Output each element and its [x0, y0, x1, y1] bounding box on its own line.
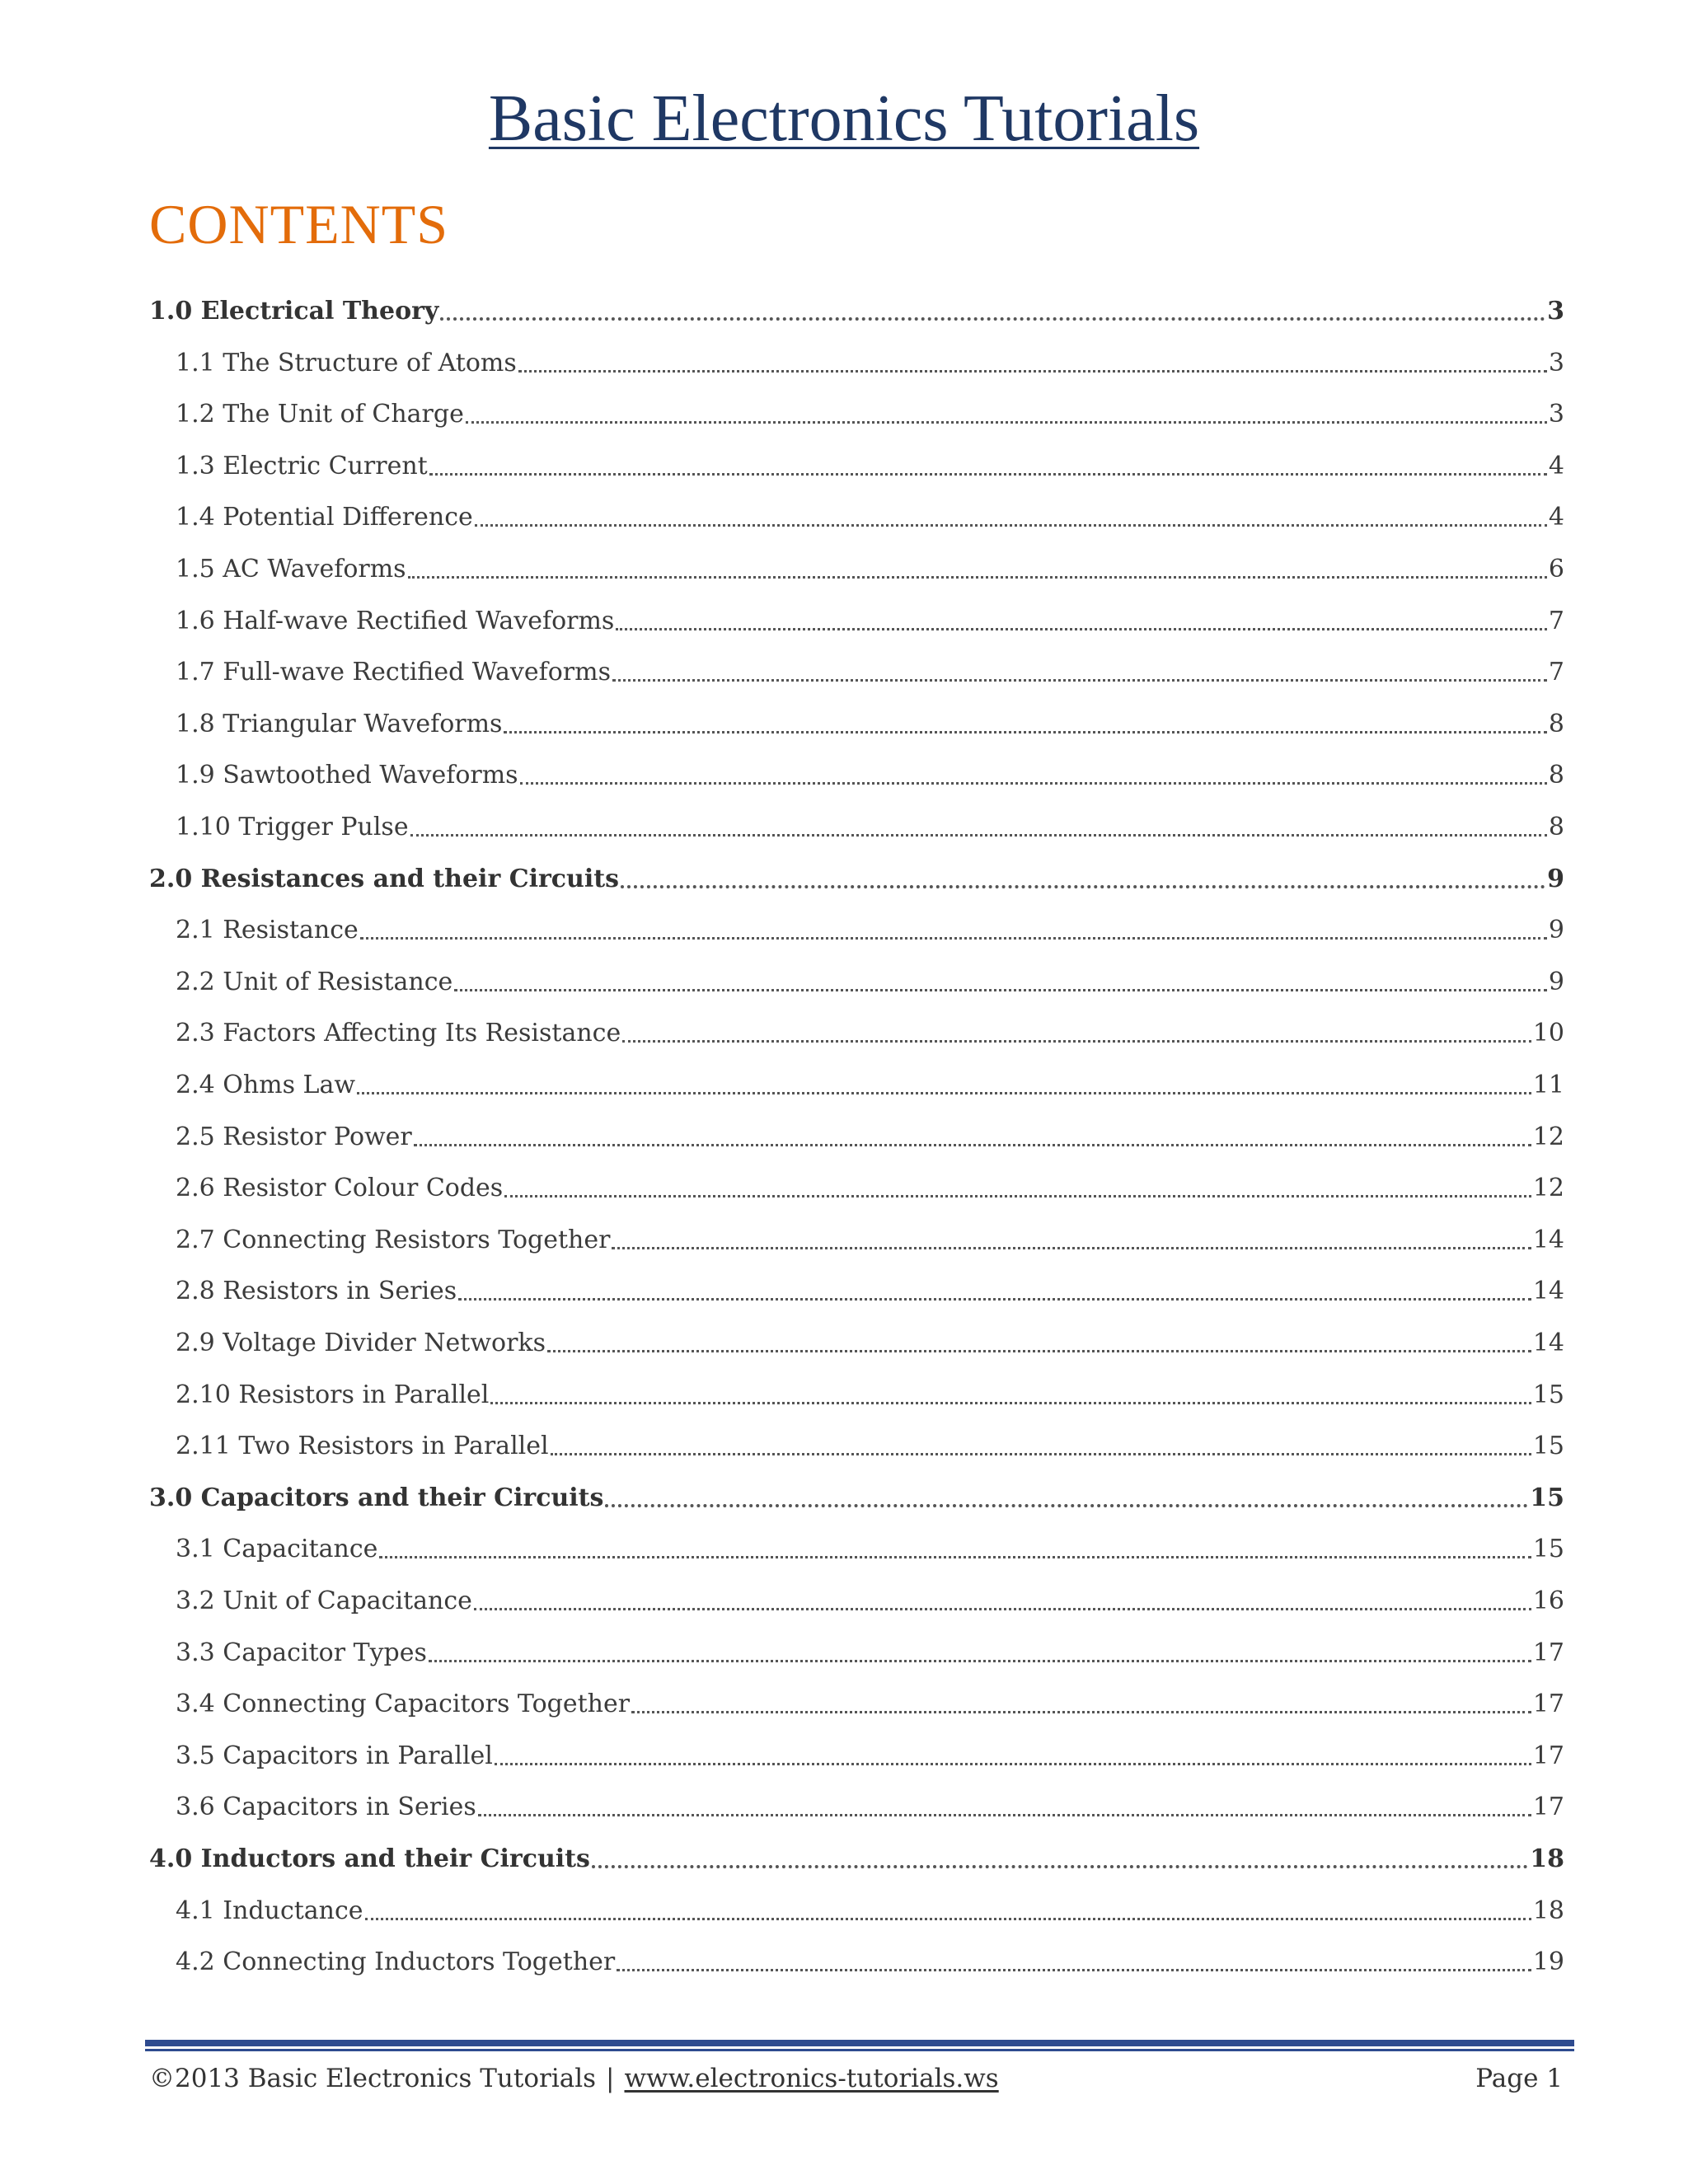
toc-entry-title: 1.0 Electrical Theory [149, 297, 439, 326]
toc-dot-leader [612, 1247, 1531, 1249]
footer-copyright: ©2013 Basic Electronics Tutorials [149, 2064, 597, 2093]
footer-separator: | [606, 2064, 615, 2093]
toc-subsection-entry[interactable] [176, 1585, 1564, 1618]
toc-entry-page-number: 9 [1547, 865, 1564, 893]
toc-subsection-entry[interactable] [176, 398, 1564, 431]
toc-entry-page-number: 3 [1548, 400, 1564, 429]
toc-entry-title: 1.5 AC Waveforms [176, 555, 406, 583]
toc-entry-page-number: 7 [1548, 607, 1564, 635]
toc-entry-title: 2.10 Resistors in Parallel [176, 1380, 490, 1409]
toc-entry-title: 3.2 Unit of Capacitance [176, 1586, 472, 1615]
footer-divider-thin [145, 2049, 1574, 2051]
toc-entry-page-number: 8 [1548, 761, 1564, 790]
page-footer [149, 2062, 1564, 2095]
toc-entry-page-number: 16 [1532, 1586, 1564, 1615]
toc-subsection-entry[interactable] [176, 1946, 1564, 1979]
toc-subsection-entry[interactable] [176, 1069, 1564, 1102]
toc-entry-title: 1.3 Electric Current [176, 452, 428, 480]
toc-entry-title: 4.2 Connecting Inductors Together [176, 1947, 616, 1976]
toc-dot-leader [621, 885, 1545, 888]
footer-page-number: Page 1 [1475, 2064, 1563, 2093]
toc-entry-title: 1.10 Trigger Pulse [176, 813, 409, 841]
toc-subsection-entry[interactable] [176, 1275, 1564, 1308]
toc-entry-title: 2.11 Two Resistors in Parallel [176, 1432, 549, 1460]
toc-subsection-entry[interactable] [176, 966, 1564, 999]
toc-entry-page-number: 18 [1530, 1844, 1564, 1873]
toc-entry-page-number: 3 [1547, 297, 1564, 326]
toc-dot-leader [520, 782, 1547, 785]
toc-entry-title: 3.5 Capacitors in Parallel [176, 1741, 493, 1770]
toc-entry-page-number: 4 [1548, 503, 1564, 532]
toc-entry-page-number: 8 [1548, 710, 1564, 738]
toc-entry-page-number: 19 [1532, 1947, 1564, 1976]
toc-subsection-entry[interactable] [176, 1740, 1564, 1773]
toc-entry-page-number: 15 [1530, 1483, 1564, 1512]
toc-subsection-entry[interactable] [176, 656, 1564, 689]
toc-entry-page-number: 3 [1548, 349, 1564, 377]
toc-entry-page-number: 18 [1532, 1896, 1564, 1925]
toc-entry-page-number: 12 [1532, 1122, 1564, 1151]
toc-dot-leader [504, 731, 1546, 733]
toc-dot-leader [440, 317, 1545, 321]
toc-dot-leader [504, 1195, 1531, 1197]
toc-entry-title: 2.5 Resistor Power [176, 1122, 412, 1151]
toc-entry-title: 1.1 The Structure of Atoms [176, 349, 517, 377]
toc-dot-leader [474, 1608, 1531, 1610]
toc-subsection-entry[interactable] [176, 1121, 1564, 1154]
toc-entry-page-number: 17 [1532, 1793, 1564, 1821]
toc-dot-leader [622, 1040, 1531, 1043]
toc-dot-leader [495, 1763, 1531, 1765]
toc-entry-page-number: 6 [1548, 555, 1564, 583]
toc-subsection-entry[interactable] [176, 1224, 1564, 1257]
toc-dot-leader [379, 1556, 1531, 1558]
toc-section-entry[interactable] [149, 1843, 1564, 1876]
document-title: Basic Electronics Tutorials [488, 82, 1200, 155]
toc-subsection-entry[interactable] [176, 1533, 1564, 1566]
toc-entry-page-number: 9 [1548, 968, 1564, 996]
toc-subsection-entry[interactable] [176, 708, 1564, 741]
toc-entry-title: 1.2 The Unit of Charge [176, 400, 464, 429]
toc-dot-leader [360, 937, 1547, 940]
toc-subsection-entry[interactable] [176, 1791, 1564, 1824]
toc-entry-page-number: 15 [1532, 1535, 1564, 1563]
toc-section-entry[interactable] [149, 1482, 1564, 1515]
toc-entry-title: 1.8 Triangular Waveforms [176, 710, 503, 738]
toc-entry-title: 2.8 Resistors in Series [176, 1277, 457, 1305]
toc-entry-page-number: 17 [1532, 1638, 1564, 1667]
toc-entry-page-number: 12 [1532, 1174, 1564, 1202]
toc-dot-leader [616, 628, 1547, 630]
toc-entry-title: 1.7 Full-wave Rectified Waveforms [176, 658, 611, 687]
toc-entry-page-number: 15 [1532, 1432, 1564, 1460]
toc-dot-leader [454, 989, 1547, 991]
toc-subsection-entry[interactable] [176, 1327, 1564, 1360]
toc-subsection-entry[interactable] [176, 450, 1564, 483]
toc-entry-title: 3.3 Capacitor Types [176, 1638, 427, 1667]
toc-entry-page-number: 10 [1532, 1019, 1564, 1047]
toc-entry-title: 2.2 Unit of Resistance [176, 968, 453, 996]
toc-dot-leader [617, 1969, 1531, 1971]
toc-dot-leader [547, 1350, 1531, 1352]
toc-dot-leader [490, 1402, 1531, 1404]
toc-entry-title: 2.4 Ohms Law [176, 1071, 356, 1099]
toc-dot-leader [357, 1092, 1531, 1094]
toc-entry-title: 4.0 Inductors and their Circuits [149, 1844, 590, 1873]
toc-entry-title: 2.9 Voltage Divider Networks [176, 1329, 546, 1357]
toc-dot-leader [612, 679, 1547, 682]
footer-website-link[interactable]: www.electronics-tutorials.ws [624, 2064, 999, 2093]
toc-dot-leader [478, 1814, 1531, 1816]
toc-entry-page-number: 14 [1532, 1226, 1564, 1254]
toc-dot-leader [458, 1298, 1531, 1301]
toc-dot-leader [518, 370, 1547, 373]
toc-subsection-entry[interactable] [176, 605, 1564, 638]
toc-entry-page-number: 17 [1532, 1741, 1564, 1770]
toc-entry-page-number: 14 [1532, 1329, 1564, 1357]
toc-entry-page-number: 7 [1548, 658, 1564, 687]
toc-subsection-entry[interactable] [176, 1017, 1564, 1050]
toc-entry-title: 3.4 Connecting Capacitors Together [176, 1690, 631, 1718]
toc-subsection-entry[interactable] [176, 1688, 1564, 1721]
toc-subsection-entry[interactable] [176, 811, 1564, 844]
toc-entry-title: 2.3 Factors Affecting Its Resistance [176, 1019, 621, 1047]
toc-entry-title: 1.9 Sawtoothed Waveforms [176, 761, 518, 790]
toc-entry-title: 1.6 Half-wave Rectified Waveforms [176, 607, 615, 635]
toc-entry-page-number: 17 [1532, 1690, 1564, 1718]
toc-dot-leader [365, 1918, 1531, 1920]
toc-entry-page-number: 15 [1532, 1380, 1564, 1409]
toc-dot-leader [551, 1453, 1531, 1455]
toc-section-entry[interactable] [149, 295, 1564, 328]
toc-entry-title: 3.6 Capacitors in Series [176, 1793, 476, 1821]
toc-subsection-entry[interactable] [176, 501, 1564, 534]
toc-section-entry[interactable] [149, 863, 1564, 896]
toc-subsection-entry[interactable] [176, 1379, 1564, 1412]
toc-subsection-entry[interactable] [176, 1637, 1564, 1670]
toc-subsection-entry[interactable] [176, 1430, 1564, 1463]
toc-entry-title: 2.7 Connecting Resistors Together [176, 1226, 611, 1254]
toc-dot-leader [592, 1865, 1528, 1868]
toc-entry-page-number: 9 [1548, 916, 1564, 944]
contents-heading: CONTENTS [149, 193, 449, 255]
toc-entry-title: 4.1 Inductance [176, 1896, 363, 1925]
toc-entry-page-number: 4 [1548, 452, 1564, 480]
toc-entry-page-number: 14 [1532, 1277, 1564, 1305]
toc-dot-leader [410, 834, 1547, 837]
toc-subsection-entry[interactable] [176, 347, 1564, 380]
toc-entry-title: 1.4 Potential Difference [176, 503, 473, 532]
toc-dot-leader [408, 576, 1547, 579]
toc-entry-page-number: 8 [1548, 813, 1564, 841]
toc-subsection-entry[interactable] [176, 553, 1564, 586]
toc-subsection-entry[interactable] [176, 759, 1564, 792]
toc-dot-leader [631, 1711, 1531, 1713]
toc-dot-leader [429, 473, 1547, 476]
toc-entry-title: 2.6 Resistor Colour Codes [176, 1174, 504, 1202]
toc-dot-leader [414, 1144, 1531, 1146]
toc-dot-leader [605, 1504, 1528, 1507]
toc-dot-leader [466, 421, 1547, 424]
toc-dot-leader [475, 524, 1547, 527]
toc-entry-title: 2.1 Resistance [176, 916, 359, 944]
toc-dot-leader [429, 1660, 1531, 1662]
toc-entry-title: 3.0 Capacitors and their Circuits [149, 1483, 604, 1512]
toc-subsection-entry[interactable] [176, 1895, 1564, 1928]
footer-divider [145, 2040, 1574, 2046]
toc-entry-title: 2.0 Resistances and their Circuits [149, 865, 619, 893]
toc-entry-page-number: 11 [1532, 1071, 1564, 1099]
toc-subsection-entry[interactable] [176, 914, 1564, 947]
toc-entry-title: 3.1 Capacitance [176, 1535, 378, 1563]
toc-subsection-entry[interactable] [176, 1172, 1564, 1205]
